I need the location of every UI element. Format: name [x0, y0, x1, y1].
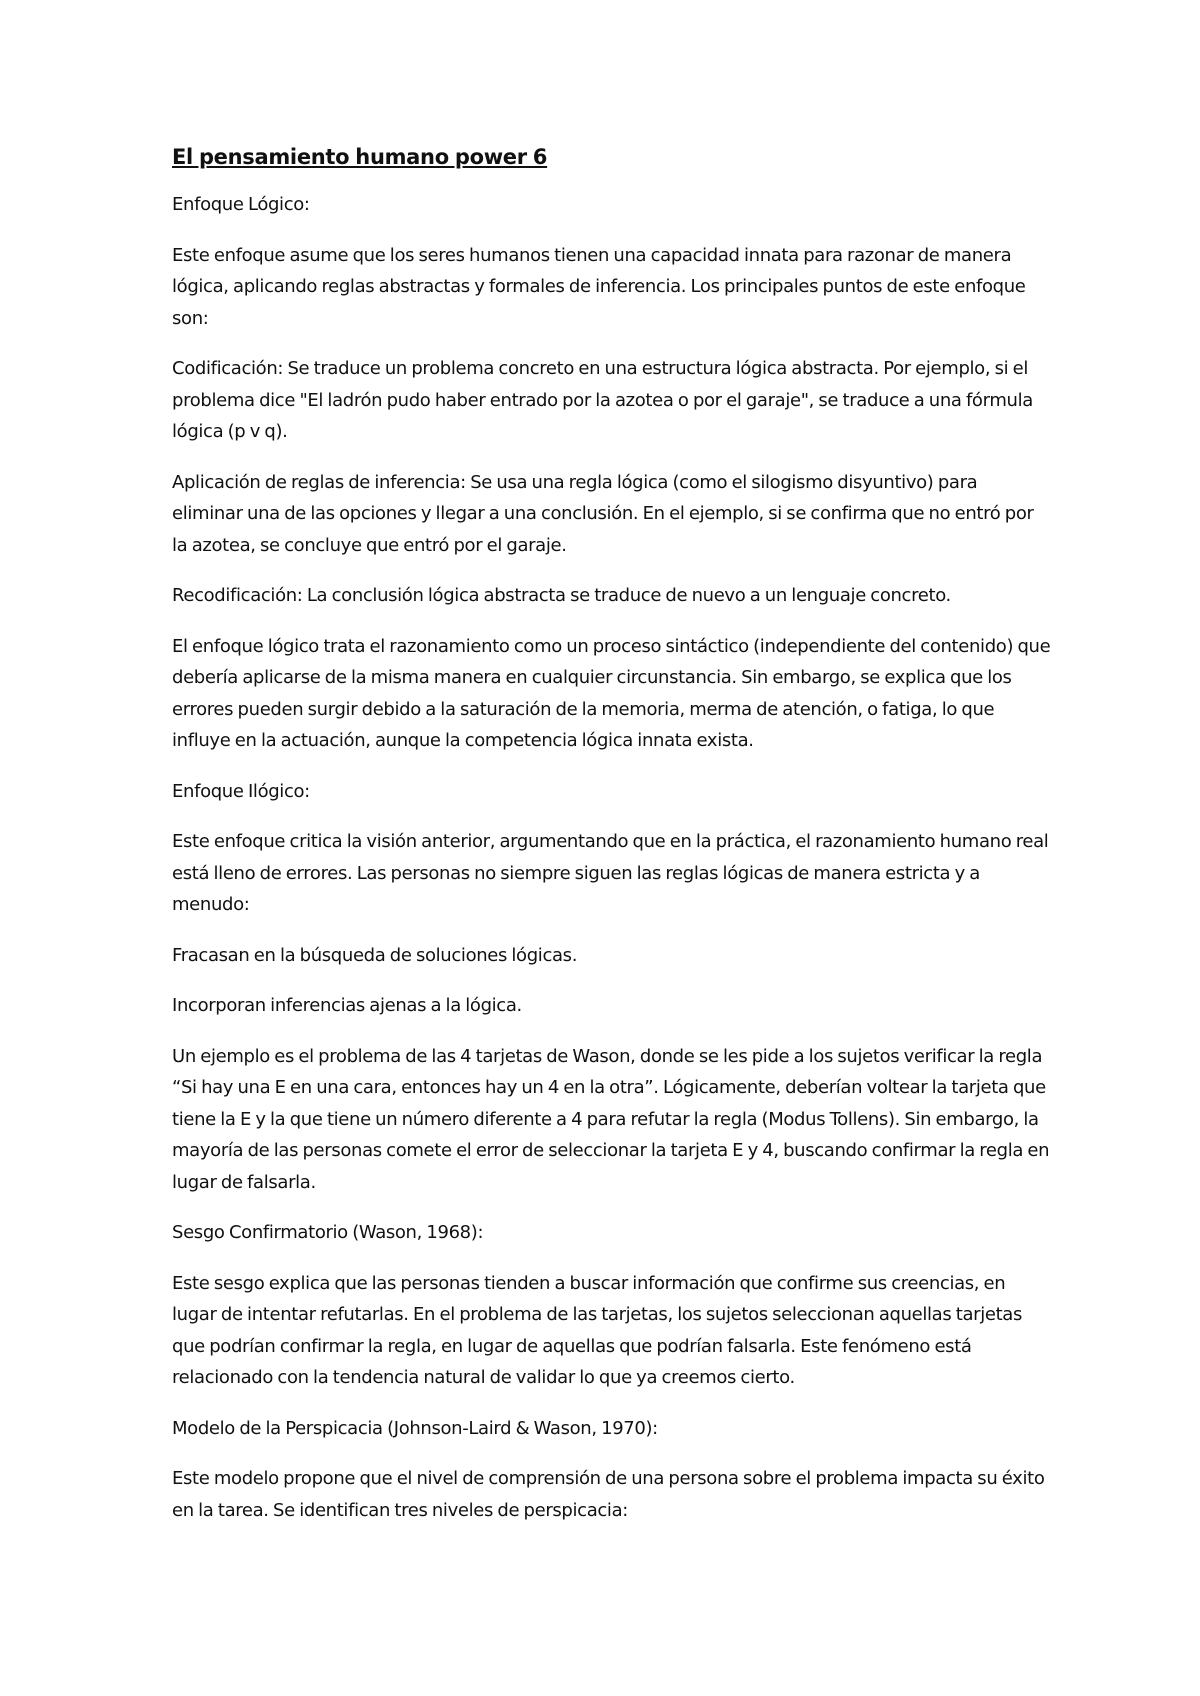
- paragraph: El enfoque lógico trata el razonamiento como un proceso sintáctico (independiente del contenido) que debería aplicarse de la misma manera en cualquier circunstancia. Sin embargo, se explica que los errores pueden surgir debido a la saturación de la memoria, merma de atención, o fatiga, lo que influye en la actuación, aunque la competencia lógica innata exista.: [172, 635, 1051, 751]
- heading-enfoque-logico: Enfoque Lógico:: [172, 194, 310, 215]
- document-title: El pensamiento humano power 6: [172, 145, 548, 169]
- paragraph-aplicacion-reglas: Aplicación de reglas de inferencia: Se usa una regla lógica (como el silogismo disyuntivo) para eliminar una de las opciones y llegar a una conclusión. En el ejemplo, si se confirma que no entró por la azotea, se concluye que entró por el garaje.: [172, 471, 1034, 556]
- paragraph-recodificacion: Recodificación: La conclusión lógica abstracta se traduce de nuevo a un lenguaje concreto.: [172, 585, 951, 606]
- paragraph: Incorporan inferencias ajenas a la lógica.: [172, 995, 522, 1016]
- paragraph-wason-example: Un ejemplo es el problema de las 4 tarjetas de Wason, donde se les pide a los sujetos verificar la regla “Si hay una E en una cara, entonces hay un 4 en la otra”. Lógicamente, deberían voltear la tarjeta que tiene la E y la que tiene un número diferente a 4 para refutar la regla (Modus Tollens). Sin embargo, la mayoría de las personas comete el error de seleccionar la tarjeta E y 4, buscando confirmar la regla en lugar de falsarla.: [172, 1045, 1050, 1193]
- paragraph: Este enfoque critica la visión anterior, argumentando que en la práctica, el razonamiento humano real está lleno de errores. Las personas no siempre siguen las reglas lógicas de manera estricta y a menudo:: [172, 831, 1049, 915]
- paragraph: Este sesgo explica que las personas tienden a buscar información que confirme sus creencias, en lugar de intentar refutarlas. En el problema de las tarjetas, los sujetos seleccionan aquellas tarjetas que podrían confirmar la regla, en lugar de aquellas que podrían falsarla. Este fenómeno está relacionado con la tendencia natural de validar lo que ya creemos cierto.: [172, 1272, 1022, 1388]
- heading-sesgo-confirmatorio: Sesgo Confirmatorio (Wason, 1968):: [172, 1222, 484, 1243]
- document-page: [172, 142, 1052, 1545]
- heading-enfoque-ilogico: Enfoque Ilógico:: [172, 780, 310, 802]
- paragraph: Este enfoque asume que los seres humanos tienen una capacidad innata para razonar de manera lógica, aplicando reglas abstractas y formales de inferencia. Los principales puntos de este enfoque son:: [172, 244, 1026, 329]
- paragraph: Fracasan en la búsqueda de soluciones lógicas.: [172, 944, 578, 966]
- paragraph-codificacion: Codificación: Se traduce un problema concreto en una estructura lógica abstracta. Por ejemplo, si el problema dice "El ladrón pudo haber entrado por la azotea o por el garaje", se traduce a una fórmula lógica (p v q).: [172, 358, 1033, 442]
- paragraph: Este modelo propone que el nivel de comprensión de una persona sobre el problema impacta su éxito en la tarea. Se identifican tres niveles de perspicacia:: [172, 1468, 1045, 1521]
- heading-modelo-perspicacia: Modelo de la Perspicacia (Johnson-Laird & Wason, 1970):: [172, 1417, 658, 1439]
